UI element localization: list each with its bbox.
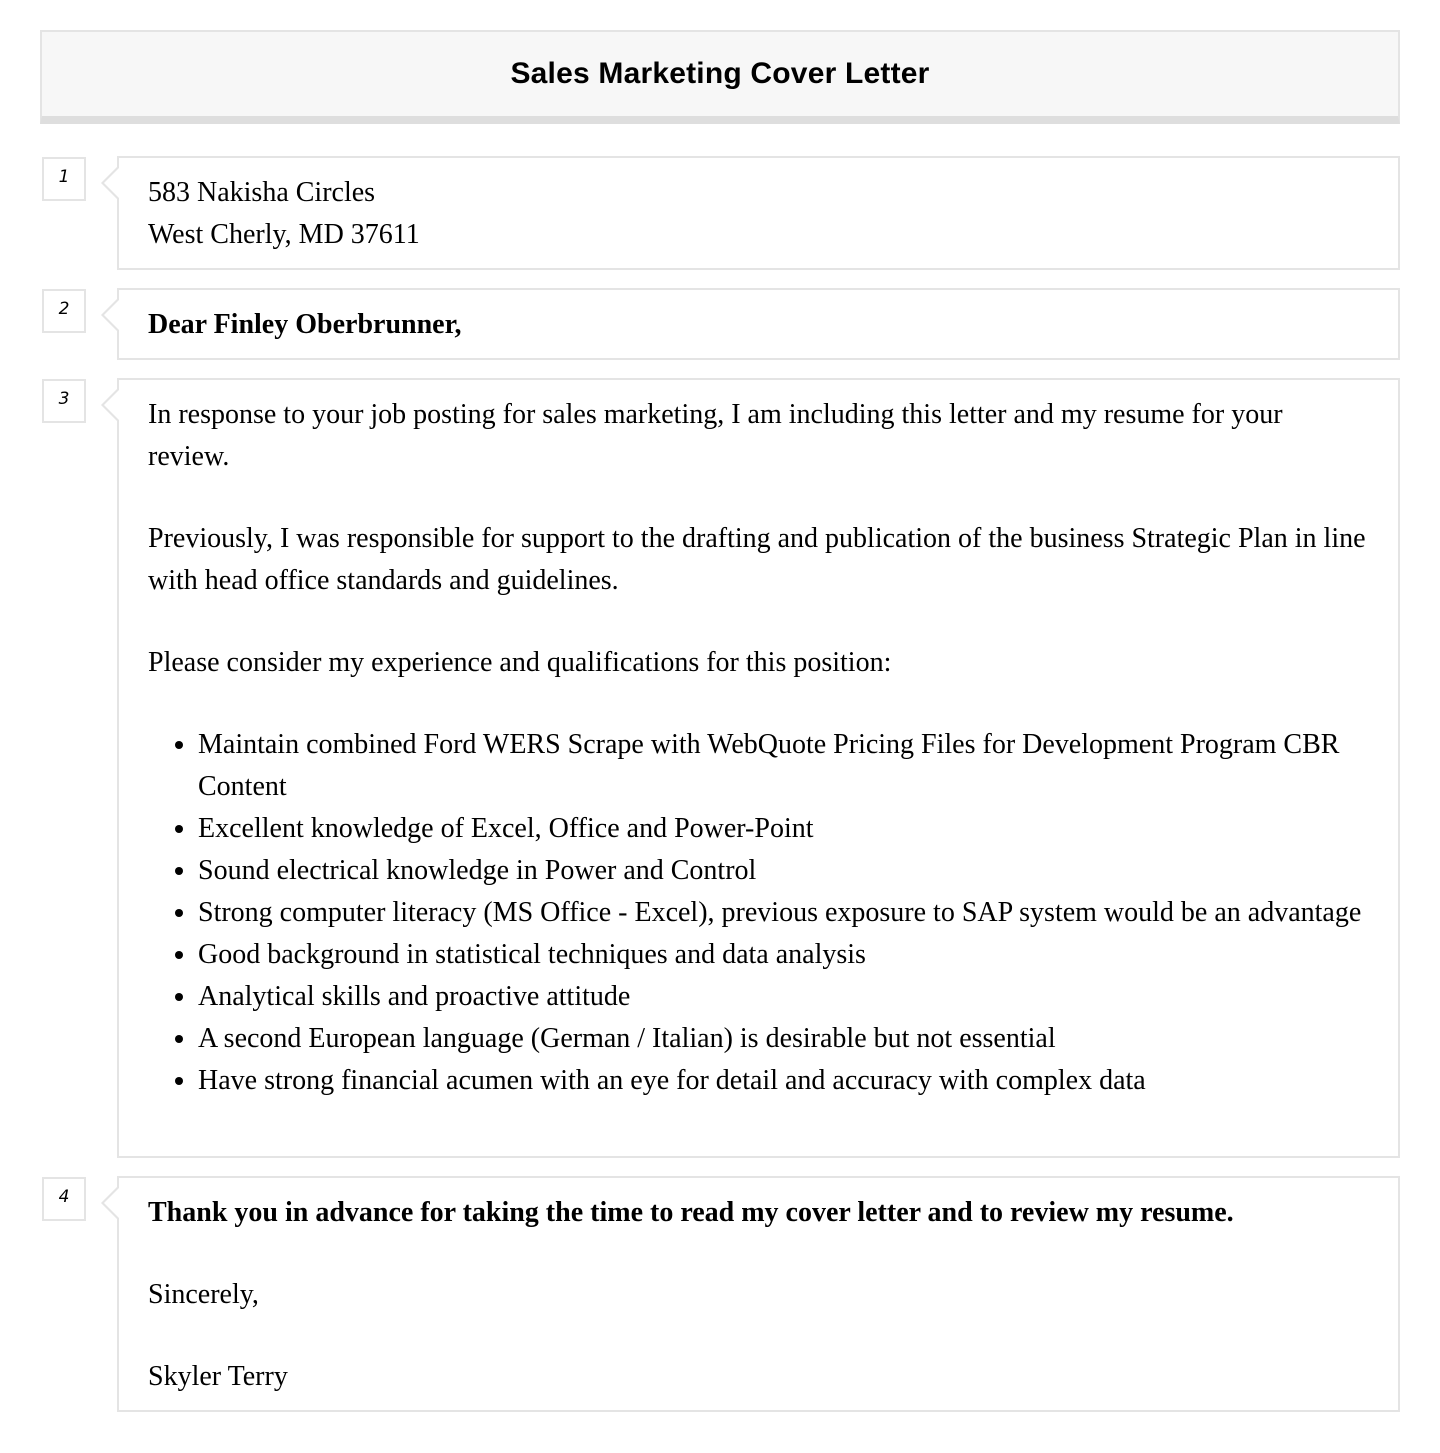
list-item: • Analytical skills and proactive attitude [198, 976, 1368, 1018]
list-item: • Excellent knowledge of Excel, Office and Power-Point [198, 808, 1368, 850]
address-line-2: West Cherly, MD 37611 [148, 219, 420, 250]
section-closing [40, 1176, 1400, 1412]
list-item: • Strong computer literacy (MS Office - Excel), previous exposure to SAP system would be an advantage [198, 892, 1368, 934]
address-line-1: 583 Nakisha Circles [148, 177, 376, 208]
section-number: 4 [42, 1177, 86, 1221]
list-item: • A second European language (German / Italian) is desirable but not essential [198, 1018, 1368, 1060]
signature: Skyler Terry [148, 1361, 288, 1392]
page-title: Sales Marketing Cover Letter [510, 57, 930, 90]
list-item: • Maintain combined Ford WERS Scrape with WebQuote Pricing Files for Development Program CBR Content [198, 724, 1368, 808]
qualifications-list [148, 724, 1368, 1102]
greeting: Dear Finley Oberbrunner, [148, 309, 462, 340]
list-item: • Sound electrical knowledge in Power and Control [198, 850, 1368, 892]
section-greeting [40, 288, 1400, 360]
section-content [117, 156, 1400, 270]
section-content [117, 288, 1400, 360]
section-number: 3 [42, 379, 86, 423]
body-paragraph: In response to your job posting for sales marketing, I am including this letter and my resume for your review. [148, 399, 1283, 472]
section-number: 2 [42, 289, 86, 333]
section-address [40, 156, 1400, 270]
signoff: Sincerely, [148, 1279, 259, 1310]
list-item: • Good background in statistical techniques and data analysis [198, 934, 1368, 976]
section-content [117, 1176, 1400, 1412]
section-body [40, 378, 1400, 1158]
list-item: • Have strong financial acumen with an eye for detail and accuracy with complex data [198, 1060, 1368, 1102]
section-content [117, 378, 1400, 1158]
closing-statement: Thank you in advance for taking the time to read my cover letter and to review my resume. [148, 1197, 1234, 1228]
body-paragraph: Previously, I was responsible for support to the drafting and publication of the business Strategic Plan in line with head office standards and guidelines. [148, 523, 1366, 596]
document-header [40, 30, 1400, 124]
section-number: 1 [42, 157, 86, 201]
body-paragraph: Please consider my experience and qualifications for this position: [148, 647, 892, 678]
